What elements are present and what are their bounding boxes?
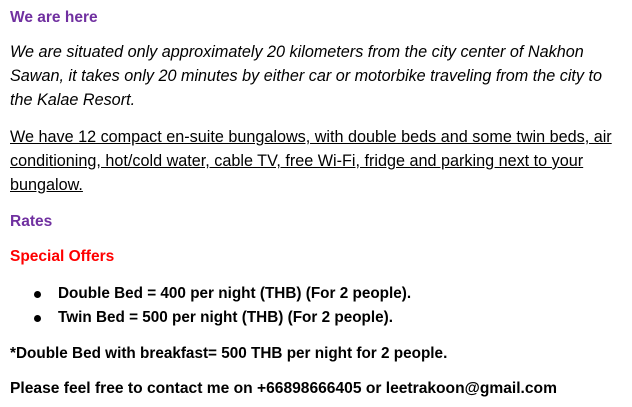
offer-double-bed: Double Bed = 400 per night (THB) (For 2 people). [58,285,412,302]
location-heading: We are here [10,9,98,26]
contact-line: Please feel free to contact me on +66898666405 or leetrakoon@gmail.com [10,380,557,397]
offer-twin-bed: Twin Bed = 500 per night (THB) (For 2 people). [58,309,393,326]
bullet-icon [34,315,41,322]
special-offers-heading: Special Offers [10,248,115,265]
bullet-icon [34,291,41,298]
breakfast-note: *Double Bed with breakfast= 500 THB per night for 2 people. [10,345,448,362]
location-paragraph: We are situated only approximately 20 kilometers from the city center of Nakhon Sawan, it takes only 20 minutes by either car or motorbike traveling from the city to the Kalae Resort. [10,43,603,109]
rates-heading: Rates [10,213,53,230]
amenities-paragraph: We have 12 compact en-suite bungalows, with double beds and some twin beds, air conditioning, hot/cold water, cable TV, free Wi-Fi, fridge and parking next to your bungalow. [10,128,612,194]
